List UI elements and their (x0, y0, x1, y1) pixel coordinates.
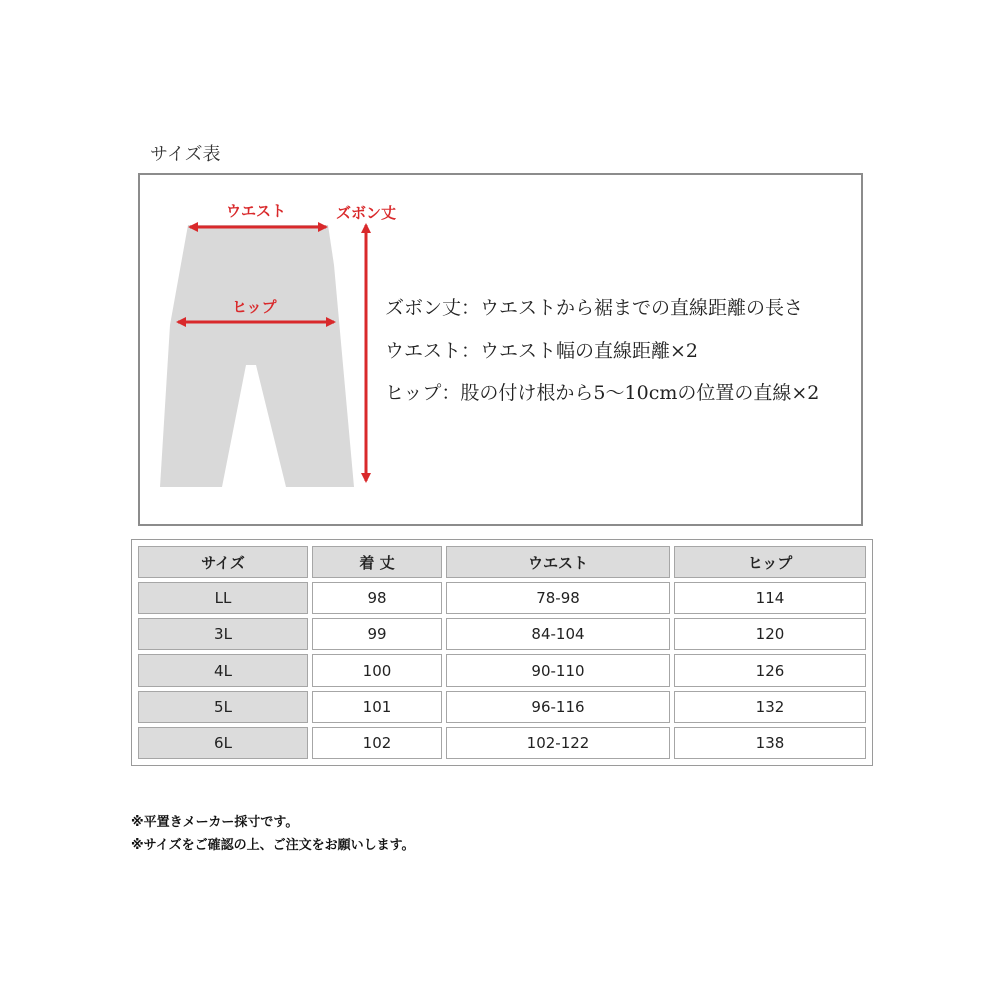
cell-length: 101 (312, 691, 442, 723)
table-header-row (138, 546, 866, 578)
header-hip: ヒップ (674, 546, 866, 578)
cell-hip: 132 (674, 691, 866, 723)
cell-hip: 138 (674, 727, 866, 759)
cell-length: 98 (312, 582, 442, 614)
page-title: サイズ表 (150, 144, 221, 165)
table-row (138, 582, 866, 614)
note-confirm: ※サイズをご確認の上、ご注文をお願いします。 (131, 838, 415, 853)
length-description: ズボン丈：ウエストから裾までの直線距離の長さ (385, 297, 804, 319)
cell-size: 6L (138, 727, 308, 759)
cell-waist: 90-110 (446, 654, 670, 686)
cell-waist: 78-98 (446, 582, 670, 614)
header-length: 着 丈 (312, 546, 442, 578)
cell-waist: 96-116 (446, 691, 670, 723)
cell-size: 4L (138, 654, 308, 686)
waist-description: ウエスト：ウエスト幅の直線距離×2 (385, 340, 699, 362)
hip-label: ヒップ (232, 298, 277, 316)
cell-size: 3L (138, 618, 308, 650)
cell-hip: 114 (674, 582, 866, 614)
cell-size: 5L (138, 691, 308, 723)
pants-shape (160, 225, 354, 487)
cell-size: LL (138, 582, 308, 614)
cell-waist: 102-122 (446, 727, 670, 759)
table-row (138, 654, 866, 686)
header-waist: ウエスト (446, 546, 670, 578)
cell-length: 100 (312, 654, 442, 686)
cell-hip: 120 (674, 618, 866, 650)
table-row (138, 691, 866, 723)
cell-hip: 126 (674, 654, 866, 686)
size-table (131, 539, 873, 766)
cell-length: 102 (312, 727, 442, 759)
waist-label: ウエスト (226, 202, 287, 220)
table-row (138, 727, 866, 759)
length-label: ズボン丈 (336, 204, 397, 222)
hip-description: ヒップ：股の付け根から5〜10cmの位置の直線×2 (385, 382, 820, 404)
table-row (138, 618, 866, 650)
note-measurement: ※平置きメーカー採寸です。 (131, 815, 299, 830)
cell-waist: 84-104 (446, 618, 670, 650)
header-size: サイズ (138, 546, 308, 578)
measurement-diagram (138, 173, 863, 526)
cell-length: 99 (312, 618, 442, 650)
